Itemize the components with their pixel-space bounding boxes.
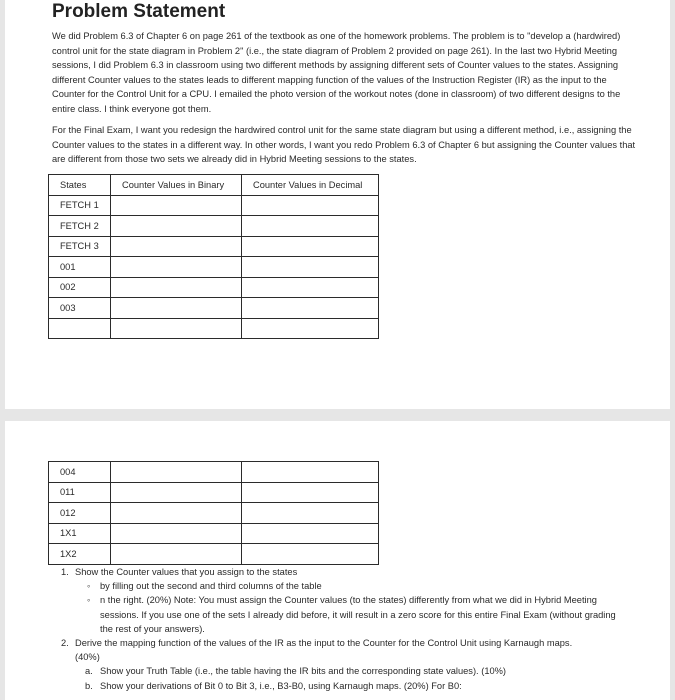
list-item	[47, 565, 637, 579]
table-row-cut	[49, 318, 379, 339]
decimal-cell	[242, 544, 379, 565]
counter-values-table-continued	[48, 461, 379, 565]
state-cell: 011	[49, 482, 111, 503]
binary-cell	[111, 257, 242, 278]
binary-cell	[111, 216, 242, 237]
state-cell: 1X1	[49, 523, 111, 544]
instruction-list	[47, 565, 637, 693]
table-row	[49, 482, 379, 503]
decimal-cell	[242, 236, 379, 257]
header-binary: Counter Values in Binary	[111, 175, 242, 196]
state-cell: 001	[49, 257, 111, 278]
item-number: 2.	[61, 638, 69, 649]
intro-paragraph: We did Problem 6.3 of Chapter 6 on page 261 of the textbook as one of the homework problems. The problem is to "develop a (hardwired) control unit for the state diagram in Problem 2" (i.e., the state diagram of Problem 2 provided on page 261). In the last two Hybrid Meeting sessions, I did Problem 6.3 in classroom using two different methods by assigning different sets of Counter values to the states. Assigning different Counter values to the states leads to different mapping function of the values of the Instruction Register (IR) as the input to the Counter for the Control Unit for a CPU. I emailed the photo version of the workout notes (done in classroom) of two different designs to the entire class. I think everyone got them.	[52, 31, 621, 114]
table-header-row	[49, 175, 379, 196]
table-row	[49, 257, 379, 278]
table-row	[49, 503, 379, 524]
sub-label: b.	[85, 680, 93, 691]
bullet-icon: ◦	[87, 581, 91, 592]
list-item	[47, 636, 637, 664]
decimal-cell	[242, 195, 379, 216]
state-cell: 004	[49, 462, 111, 483]
sub-item	[47, 679, 637, 693]
table-row	[49, 523, 379, 544]
sub-text: Show your derivations of Bit 0 to Bit 3, i.e., B3-B0, using Karnaugh maps. (20%) For B0:	[100, 680, 462, 691]
binary-cell	[111, 277, 242, 298]
header-decimal: Counter Values in Decimal	[242, 175, 379, 196]
bullet-icon: ◦	[87, 595, 91, 606]
binary-cell	[111, 236, 242, 257]
decimal-cell	[242, 216, 379, 237]
table-row	[49, 298, 379, 319]
bullet-item	[47, 593, 637, 636]
binary-cell	[111, 462, 242, 483]
bullet-item	[47, 579, 637, 593]
state-cell: FETCH 2	[49, 216, 111, 237]
bullet-text: by filling out the second and third columns of the table	[100, 581, 322, 592]
binary-cell	[111, 195, 242, 216]
state-cell: 002	[49, 277, 111, 298]
state-cell: 012	[49, 503, 111, 524]
decimal-cell	[242, 523, 379, 544]
table-row	[49, 216, 379, 237]
table-row	[49, 544, 379, 565]
decimal-cell	[242, 298, 379, 319]
binary-cell	[111, 503, 242, 524]
final-exam-paragraph: For the Final Exam, I want you redesign the hardwired control unit for the same state diagram but using a different method, i.e., assigning the Counter values to the states in a different way. In other words, I want you redo Problem 6.3 of Chapter 6 but assigning the Counter values that are different from those two sets we already did in Hybrid Meeting sessions to the states.	[52, 125, 636, 165]
item-text: Show the Counter values that you assign to the states	[75, 567, 298, 577]
header-states: States	[49, 175, 111, 196]
table-row	[49, 277, 379, 298]
decimal-cell	[242, 257, 379, 278]
table-row	[49, 462, 379, 483]
sub-item	[47, 664, 637, 678]
sub-label: a.	[85, 666, 93, 677]
binary-cell	[111, 482, 242, 503]
sub-text: Show your Truth Table (i.e., the table having the IR bits and the corresponding state values). (10%)	[100, 666, 507, 677]
decimal-cell	[242, 482, 379, 503]
state-cell: 003	[49, 298, 111, 319]
decimal-cell	[242, 277, 379, 298]
item-number: 1.	[61, 567, 69, 577]
counter-values-table	[48, 174, 379, 339]
decimal-cell	[242, 503, 379, 524]
table-row	[49, 195, 379, 216]
state-cell: FETCH 3	[49, 236, 111, 257]
decimal-cell	[242, 462, 379, 483]
binary-cell	[111, 544, 242, 565]
state-cell: FETCH 1	[49, 195, 111, 216]
state-cell: 1X2	[49, 544, 111, 565]
binary-cell	[111, 298, 242, 319]
bullet-text: n the right. (20%) Note: You must assign the Counter values (to the states) differently from what we did in Hybrid Meeting sessions. If you use one of the sets I already did before, it will result in a zero score for this entire Final Exam (without grading the rest of your answers).	[100, 595, 616, 634]
table-row	[49, 236, 379, 257]
binary-cell	[111, 523, 242, 544]
page-title: Problem Statement	[52, 1, 226, 22]
item-text: Derive the mapping function of the values of the IR as the input to the Counter for the Control Unit using Karnaugh maps. (40%)	[75, 638, 573, 663]
